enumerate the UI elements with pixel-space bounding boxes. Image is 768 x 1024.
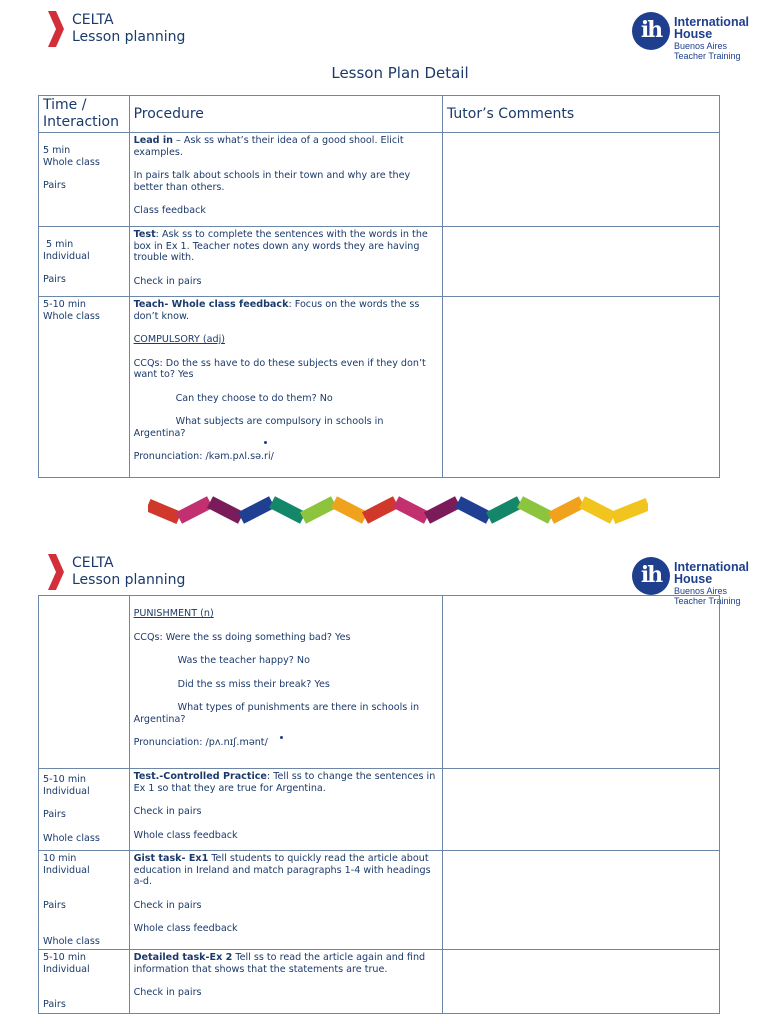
pronunciation: Pronunciation: /pʌ.nɪʃ.mənt/: [133, 737, 268, 748]
lesson-plan-table-page2: [38, 595, 720, 1014]
comments-cell[interactable]: [443, 596, 720, 769]
table-header-row: [39, 96, 720, 133]
time-cell: 5-10 min Whole class: [39, 297, 130, 478]
header-time-interaction: Time / Interaction: [39, 96, 130, 133]
time-cell: 5-10 min Individual Pairs: [39, 950, 130, 1014]
header-tutors-comments: Tutor’s Comments: [443, 96, 720, 133]
comments-cell[interactable]: [443, 950, 720, 1014]
procedure-cell: Teach- Whole class feedback: Focus on the words the ss don’t know. COMPULSORY (adj) CCQs: Do the ss have to do these subjects even if they don’t want to? Yes Can they choose to do them? No What subjects are compulsory in schools in Argentina? Pronunciation: /kəm.pʌl.sə.ri/: [129, 297, 442, 478]
stress-dot-icon: [280, 736, 283, 739]
time-cell: 5 min Individual Pairs: [39, 227, 130, 297]
international-house-logo: ih International House Buenos Aires Teacher Training: [632, 557, 752, 609]
procedure-cell: PUNISHMENT (n) CCQs: Were the ss doing something bad? Yes Was the teacher happy? No Did the ss miss their break? Yes What types of punishments are there in schools in Argentina? Pronunciation: /pʌ.nɪʃ.mənt/: [129, 596, 442, 769]
vocab-word: COMPULSORY (adj): [133, 334, 225, 345]
time-cell: 10 min Individual Pairs Whole class: [39, 851, 130, 950]
time-cell: 5 min Whole class Pairs: [39, 133, 130, 227]
stress-dot-icon: [264, 441, 267, 444]
procedure-cell: Test: Ask ss to complete the sentences with the words in the box in Ex 1. Teacher notes down any words they are having trouble with. Check in pairs: [129, 227, 442, 297]
comments-cell[interactable]: [443, 769, 720, 851]
document-title: Lesson Plan Detail: [331, 64, 469, 82]
table-row: [39, 227, 720, 297]
table-row: [39, 133, 720, 227]
comments-cell[interactable]: [443, 297, 720, 478]
comments-cell[interactable]: [443, 133, 720, 227]
procedure-cell: Lead in – Ask ss what’s their idea of a good shool. Elicit examples. In pairs talk about schools in their town and why are they better than others. Class feedback: [129, 133, 442, 227]
comments-cell[interactable]: [443, 227, 720, 297]
table-row: [39, 950, 720, 1014]
lesson-plan-table-page1: [38, 95, 720, 478]
table-row: [39, 851, 720, 950]
procedure-cell: Test.-Controlled Practice: Tell ss to change the sentences in Ex 1 so that they are true for Argentina. Check in pairs Whole class feedback: [129, 769, 442, 851]
international-house-logo: ih International House Buenos Aires Teacher Training: [632, 12, 752, 64]
table-row: [39, 297, 720, 478]
ih-logo-icon: ih: [632, 557, 670, 595]
ih-logo-icon: ih: [632, 12, 670, 50]
time-cell: [39, 596, 130, 769]
celta-chevron-icon: [48, 11, 64, 47]
celta-label: CELTA Lesson planning: [72, 555, 186, 588]
zigzag-divider: [148, 494, 648, 528]
time-cell: 5-10 min Individual Pairs Whole class: [39, 769, 130, 851]
table-row: [39, 769, 720, 851]
page1-header: [0, 8, 768, 68]
celta-chevron-icon: [48, 554, 64, 590]
pronunciation: Pronunciation: /kəm.pʌl.sə.ri/: [133, 451, 274, 462]
procedure-cell: Gist task- Ex1 Tell students to quickly read the article about education in Ireland and match paragraphs 1-4 with headings a-d. Check in pairs Whole class feedback: [129, 851, 442, 950]
header-procedure: Procedure: [129, 96, 442, 133]
table-row: [39, 596, 720, 769]
vocab-word: PUNISHMENT (n): [133, 608, 214, 619]
comments-cell[interactable]: [443, 851, 720, 950]
celta-label: CELTA Lesson planning: [72, 12, 186, 45]
procedure-cell: Detailed task-Ex 2 Tell ss to read the article again and find information that shows that the statements are true. Check in pairs: [129, 950, 442, 1014]
